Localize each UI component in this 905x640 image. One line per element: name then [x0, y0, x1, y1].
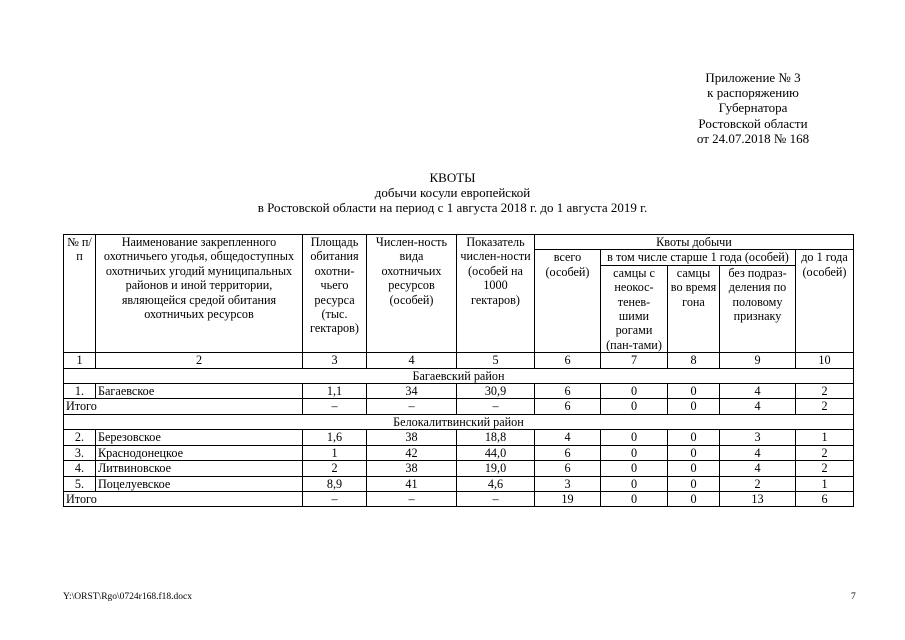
- table-cell: 6: [535, 384, 601, 399]
- quota-table: [63, 234, 854, 507]
- total-cell: –: [457, 491, 535, 506]
- column-number: 2: [96, 353, 303, 368]
- column-number: 10: [796, 353, 854, 368]
- appendix-line: к распоряжению: [707, 85, 799, 101]
- table-cell: 0: [601, 476, 668, 491]
- table-cell: 4: [720, 384, 796, 399]
- table-cell: 8,9: [303, 476, 367, 491]
- table-cell: 3.: [64, 445, 96, 460]
- table-cell: 18,8: [457, 430, 535, 445]
- header-name: Наименование закрепленного охотничьего угодья, общедоступных охотничьих угодий муниципальных районов и иной территории, являющейся средой обитания охотничьих ресурсов: [96, 235, 303, 353]
- table-cell: 42: [367, 445, 457, 460]
- district-row: [64, 368, 854, 383]
- title-line-3: в Ростовской области на период с 1 августа 2018 г. до 1 августа 2019 г.: [257, 200, 648, 215]
- table-cell: 44,0: [457, 445, 535, 460]
- header-older: в том числе старше 1 года (особей): [601, 250, 796, 265]
- table-cell: 2: [720, 476, 796, 491]
- total-cell: 6: [796, 491, 854, 506]
- total-cell: 0: [668, 491, 720, 506]
- column-number: 9: [720, 353, 796, 368]
- table-cell: 2: [796, 384, 854, 399]
- table-cell: 1: [796, 476, 854, 491]
- table-cell: 6: [535, 445, 601, 460]
- table-cell: 0: [668, 445, 720, 460]
- table-cell: 41: [367, 476, 457, 491]
- appendix-line: Приложение № 3: [705, 70, 801, 85]
- total-cell: 0: [668, 399, 720, 414]
- table-cell: 1: [303, 445, 367, 460]
- header-area: Площадь обитания охотни-чьего ресурса (тыс. гектаров): [303, 235, 367, 353]
- table-cell: 5.: [64, 476, 96, 491]
- table-row: [64, 476, 854, 491]
- table-cell: 0: [668, 461, 720, 476]
- header-count: Числен-ность вида охотничьих ресурсов (особей): [367, 235, 457, 353]
- table-cell: 2: [796, 445, 854, 460]
- table-cell: 4.: [64, 461, 96, 476]
- table-cell: 0: [601, 384, 668, 399]
- table-cell: 0: [601, 445, 668, 460]
- table-cell: 0: [668, 384, 720, 399]
- table-cell: 6: [535, 461, 601, 476]
- column-number: 7: [601, 353, 668, 368]
- total-cell: 0: [601, 399, 668, 414]
- table-cell: 38: [367, 430, 457, 445]
- column-number: 8: [668, 353, 720, 368]
- table-cell: Багаевское: [96, 384, 303, 399]
- table-cell: 1: [796, 430, 854, 445]
- total-cell: 19: [535, 491, 601, 506]
- column-number: 4: [367, 353, 457, 368]
- table-cell: 0: [668, 476, 720, 491]
- table-cell: 4: [535, 430, 601, 445]
- table-cell: 3: [535, 476, 601, 491]
- total-row: [64, 399, 854, 414]
- column-number: 1: [64, 353, 96, 368]
- table-cell: Поцелуевское: [96, 476, 303, 491]
- total-row: [64, 491, 854, 506]
- table-cell: 2.: [64, 430, 96, 445]
- header-no-sex: без подраз-деления по половому признаку: [720, 265, 796, 352]
- appendix-line: Губернатора: [718, 100, 788, 116]
- table-cell: Литвиновское: [96, 461, 303, 476]
- table-cell: Березовское: [96, 430, 303, 445]
- title-line-2: добычи косули европейской: [374, 185, 531, 200]
- table-cell: 38: [367, 461, 457, 476]
- total-cell: 6: [535, 399, 601, 414]
- table-row: [64, 384, 854, 399]
- table-cell: 30,9: [457, 384, 535, 399]
- column-number: 6: [535, 353, 601, 368]
- total-cell: –: [367, 399, 457, 414]
- total-cell: –: [303, 491, 367, 506]
- table-cell: 0: [601, 461, 668, 476]
- total-cell: 4: [720, 399, 796, 414]
- table-cell: 0: [668, 430, 720, 445]
- district-name: Багаевский район: [64, 368, 854, 383]
- total-cell: 0: [601, 491, 668, 506]
- appendix-line: от 24.07.2018 № 168: [696, 130, 810, 146]
- column-number: 3: [303, 353, 367, 368]
- table-cell: Краснодонецкое: [96, 445, 303, 460]
- table-cell: 3: [720, 430, 796, 445]
- header-males-antlers: самцы с неокос-тенев-шими рогами (пан-тами): [601, 265, 668, 352]
- column-number-row: [64, 353, 854, 368]
- table-cell: 1,1: [303, 384, 367, 399]
- table-row: [64, 430, 854, 445]
- table-cell: 2: [303, 461, 367, 476]
- table-row: [64, 445, 854, 460]
- appendix-block: [648, 70, 858, 146]
- total-cell: 2: [796, 399, 854, 414]
- district-row: [64, 414, 854, 429]
- document-title: [0, 170, 905, 215]
- footer-file-path: Y:\ORST\Rgo\0724r168.f18.docx: [63, 592, 192, 602]
- table-cell: 4: [720, 461, 796, 476]
- footer-page-number: 7: [851, 592, 856, 602]
- table-cell: 19,0: [457, 461, 535, 476]
- header-under: до 1 года (особей): [796, 250, 854, 353]
- total-cell: –: [303, 399, 367, 414]
- table-cell: 1.: [64, 384, 96, 399]
- header-males-rut: самцы во время гона: [668, 265, 720, 352]
- appendix-line: Ростовской области: [698, 115, 808, 131]
- table-cell: 4,6: [457, 476, 535, 491]
- title-line-1: КВОТЫ: [429, 170, 476, 185]
- header-row: [64, 235, 854, 250]
- header-density: Показатель числен-ности (особей на 1000 гектаров): [457, 235, 535, 353]
- total-label: Итого: [64, 399, 303, 414]
- table-cell: 0: [601, 430, 668, 445]
- header-total: всего (особей): [535, 250, 601, 353]
- total-cell: –: [367, 491, 457, 506]
- column-number: 5: [457, 353, 535, 368]
- table-cell: 2: [796, 461, 854, 476]
- table-cell: 1,6: [303, 430, 367, 445]
- district-name: Белокалитвинский район: [64, 414, 854, 429]
- table-cell: 34: [367, 384, 457, 399]
- total-label: Итого: [64, 491, 303, 506]
- total-cell: –: [457, 399, 535, 414]
- table-row: [64, 461, 854, 476]
- total-cell: 13: [720, 491, 796, 506]
- table-cell: 4: [720, 445, 796, 460]
- header-num: № п/п: [64, 235, 96, 353]
- header-quotas: Квоты добычи: [535, 235, 854, 250]
